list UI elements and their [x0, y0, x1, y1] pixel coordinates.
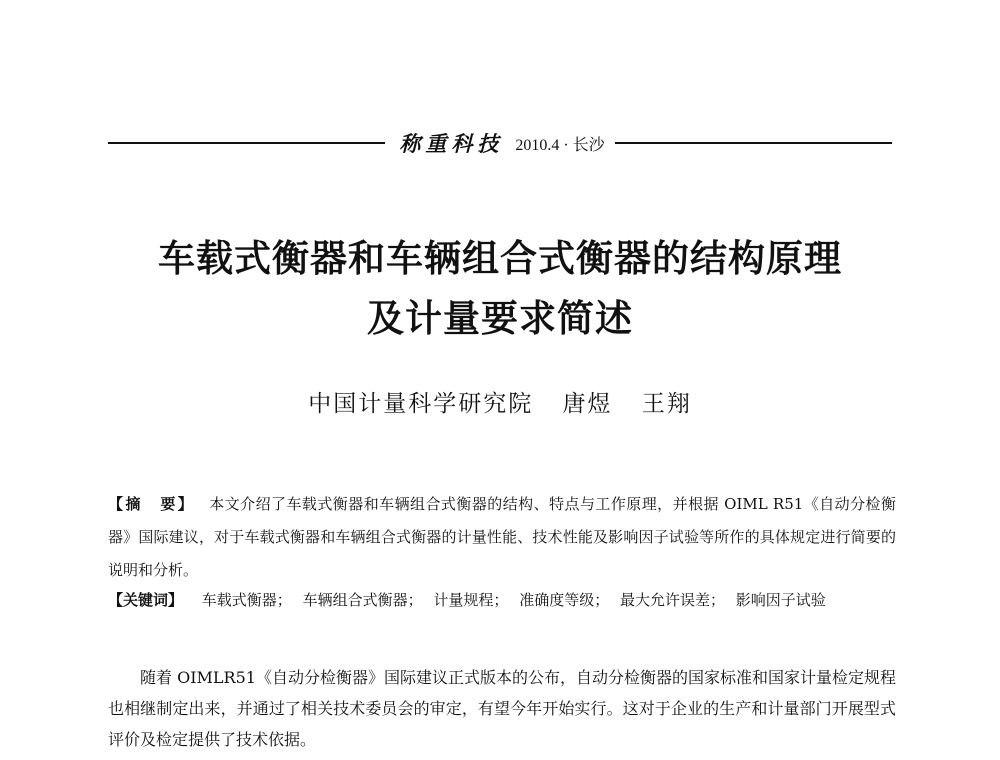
journal-name: 称重科技 — [399, 131, 504, 156]
author-name: 唐煜 — [562, 391, 613, 417]
author-name: 王翔 — [641, 391, 692, 417]
header-rule-left — [108, 142, 385, 144]
paper-title-line-2: 及计量要求简述 — [367, 296, 633, 340]
keyword: 准确度等级； — [519, 591, 610, 609]
keyword: 车载式衡器； — [201, 591, 292, 609]
abstract-text: 本文介绍了车载式衡器和车辆组合式衡器的结构、特点与工作原理，并根据 OIML R51《自动分检衡器》国际建议，对于车载式衡器和车辆组合式衡器的计量性能、技术性能及影响因子试验等所作的具体规定进行简要的说明和分析。 — [108, 495, 896, 579]
body-paragraph: 随着 OIMLR51《自动分检衡器》国际建议正式版本的公布，自动分检衡器的国家标准和国家计量检定规程也相继制定出来，并通过了相关技术委员会的审定，有望今年开始实行。这对于企业的生产和计量部门开展型式评价及检定提供了技术依据。 — [108, 668, 896, 749]
keyword: 车辆组合式衡器； — [302, 591, 423, 609]
keywords-label: 【关键词】 — [108, 591, 184, 609]
running-header — [108, 128, 892, 158]
abstract — [108, 488, 896, 587]
header-rule-right — [615, 142, 892, 144]
paper-title-line-1: 车载式衡器和车辆组合式衡器的结构原理 — [158, 236, 842, 280]
abstract-label: 【摘 要】 — [108, 495, 196, 513]
keyword: 计量规程； — [433, 591, 509, 609]
keyword: 最大允许误差； — [619, 591, 725, 609]
author-line — [0, 385, 1000, 418]
author-institution: 中国计量科学研究院 — [308, 391, 534, 417]
issue-date-place: 2010.4 · 长沙 — [515, 136, 605, 154]
keyword: 影响因子试验 — [735, 591, 826, 609]
keywords — [108, 587, 896, 613]
